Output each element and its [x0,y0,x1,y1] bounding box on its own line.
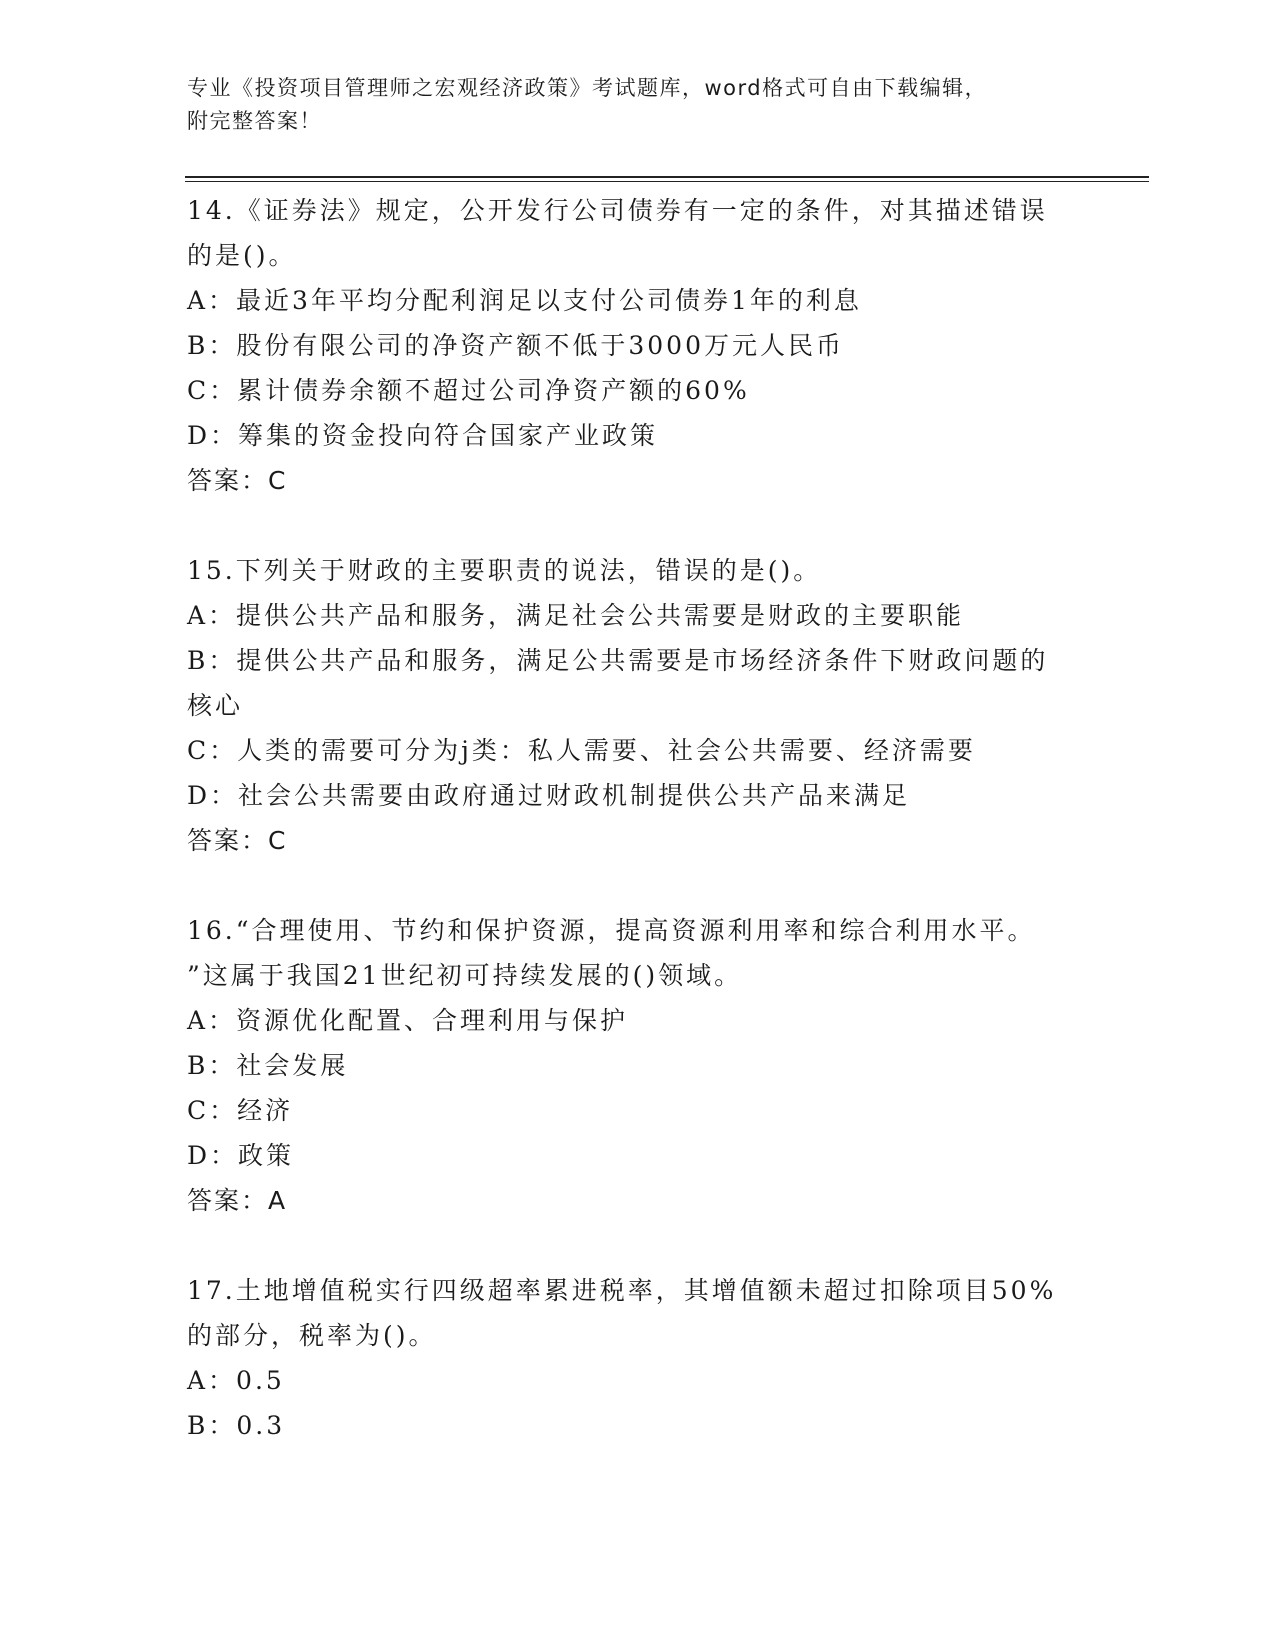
header-rule-thick [185,176,1149,178]
question-stem-line: 14.《证券法》规定，公开发行公司债券有一定的条件，对其描述错误 [187,196,1048,225]
answer-line: 答案：A [187,1186,288,1215]
question-stem-line: 16.“合理使用、节约和保护资源，提高资源利用率和综合利用水平。 [187,916,1036,945]
question-17 [187,1268,1087,1448]
option-b: B：提供公共产品和服务，满足公共需要是市场经济条件下财政问题的 [187,646,1049,675]
option-a: A：0.5 [187,1366,285,1395]
option-d: D：社会公共需要由政府通过财政机制提供公共产品来满足 [187,781,911,810]
option-c: C：人类的需要可分为j类：私人需要、社会公共需要、经济需要 [187,736,976,765]
option-d: D：筹集的资金投向符合国家产业政策 [187,421,659,450]
document-header [187,72,1087,138]
option-b-continued: 核心 [187,691,244,720]
answer-line: 答案：C [187,826,288,855]
option-c: C：累计债券余额不超过公司净资产额的60% [187,376,750,405]
question-stem-line: 15.下列关于财政的主要职责的说法，错误的是()。 [187,556,822,585]
header-rule-thin [185,181,1149,182]
answer-line: 答案：C [187,466,288,495]
option-a: A：资源优化配置、合理利用与保护 [187,1006,629,1035]
question-14 [187,188,1087,503]
question-stem-line: 的部分，税率为()。 [187,1321,437,1350]
option-b: B：社会发展 [187,1051,349,1080]
question-stem-line: 的是()。 [187,241,297,270]
option-a: A：最近3年平均分配利润足以支付公司债券1年的利息 [187,286,862,315]
option-c: C：经济 [187,1096,294,1125]
question-15 [187,548,1087,863]
question-list [187,188,1087,1493]
header-line-2: 附完整答案！ [187,109,322,133]
question-16 [187,908,1087,1223]
question-stem-line: 17.土地增值税实行四级超率累进税率，其增值额未超过扣除项目50% [187,1276,1057,1305]
option-d: D：政策 [187,1141,295,1170]
option-b: B：0.3 [187,1411,286,1440]
option-b: B：股份有限公司的净资产额不低于3000万元人民币 [187,331,844,360]
question-stem-line: ”这属于我国21世纪初可持续发展的()领域。 [187,961,743,990]
header-line-1: 专业《投资项目管理师之宏观经济政策》考试题库，word格式可自由下载编辑， [187,76,988,100]
option-a: A：提供公共产品和服务，满足社会公共需要是财政的主要职能 [187,601,965,630]
